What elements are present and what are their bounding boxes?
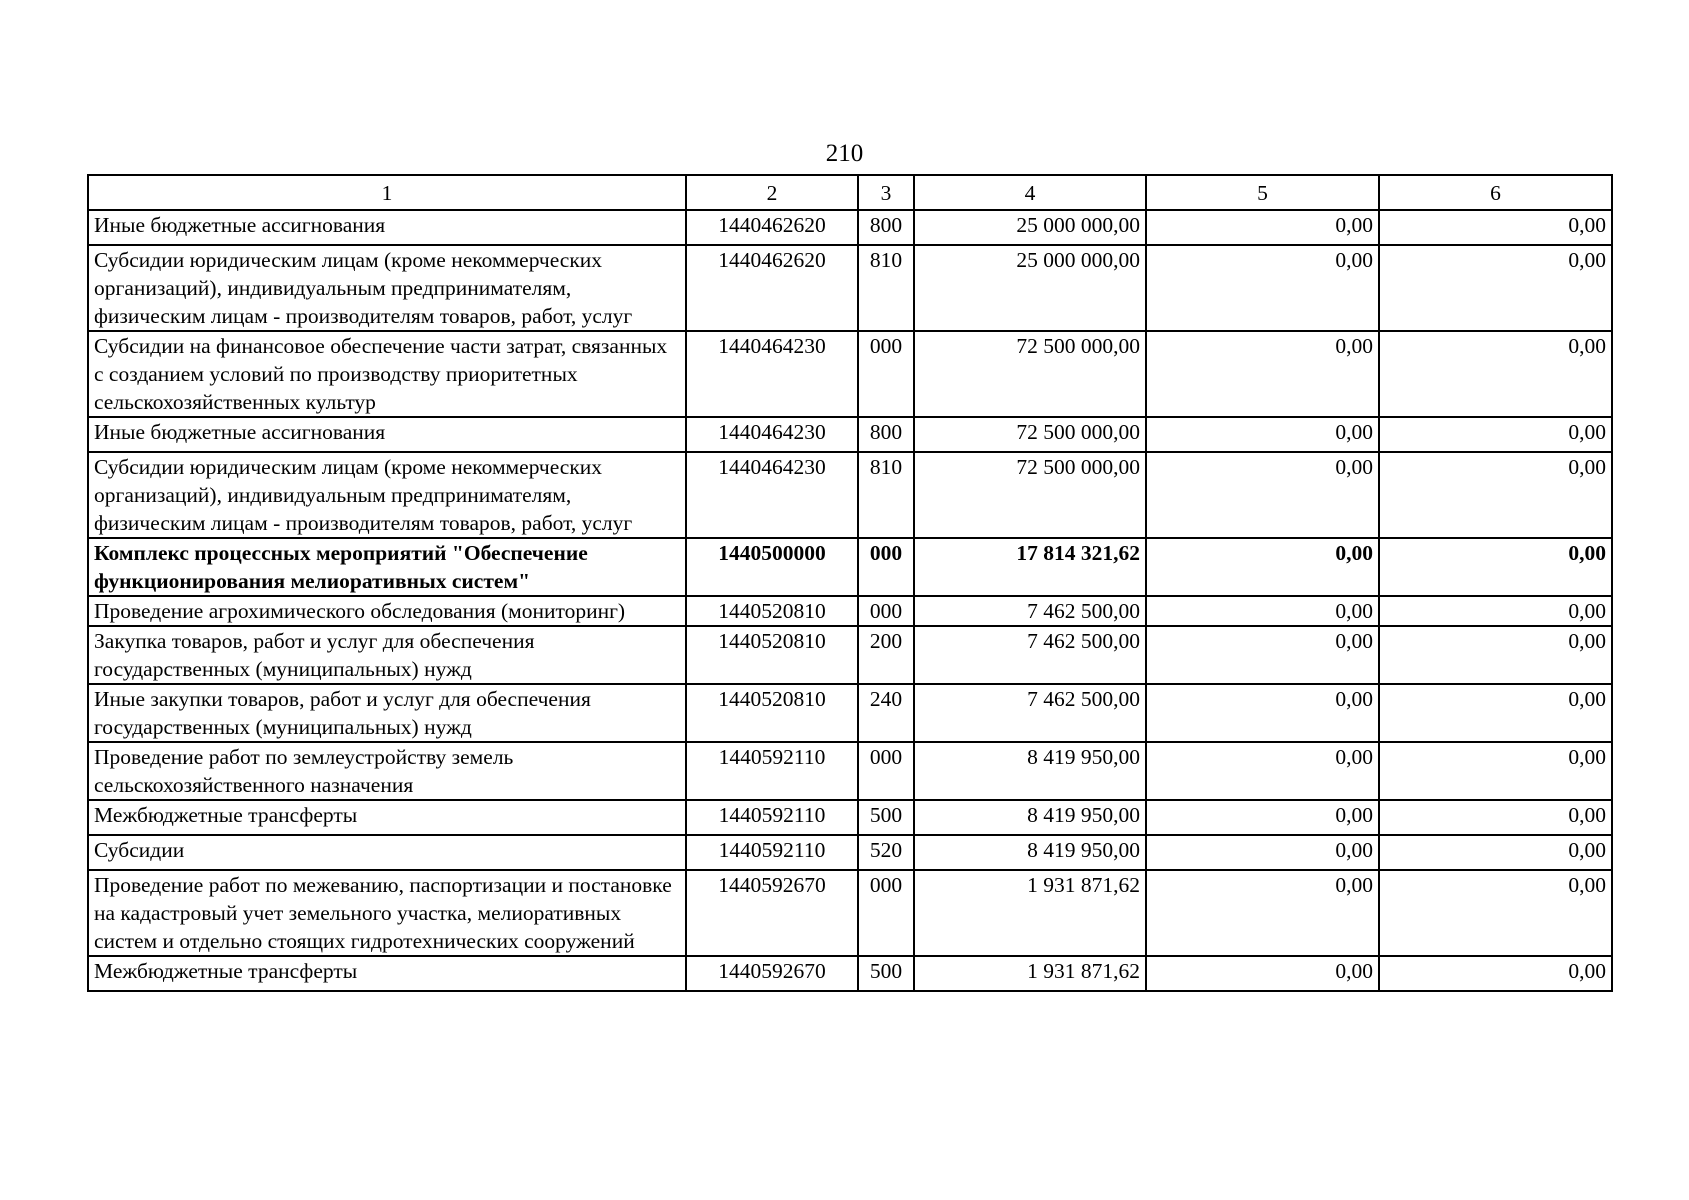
cell-amount-2: 0,00 (1146, 210, 1379, 245)
cell-code: 1440462620 (686, 210, 858, 245)
cell-type: 200 (858, 626, 914, 684)
cell-amount-2: 0,00 (1146, 596, 1379, 626)
cell-code: 1440464230 (686, 417, 858, 452)
cell-code: 1440464230 (686, 331, 858, 417)
cell-amount-3: 0,00 (1379, 538, 1612, 596)
table-row (88, 800, 1612, 835)
cell-amount-1: 25 000 000,00 (914, 210, 1146, 245)
cell-amount-3: 0,00 (1379, 870, 1612, 956)
table-row (88, 210, 1612, 245)
cell-amount-2: 0,00 (1146, 626, 1379, 684)
cell-code: 1440500000 (686, 538, 858, 596)
cell-code: 1440462620 (686, 245, 858, 331)
cell-amount-1: 8 419 950,00 (914, 800, 1146, 835)
cell-name: Субсидии юридическим лицам (кроме некоммерческих организаций), индивидуальным предпринимателям, физическим лицам - производителям товаров, работ, услуг (88, 245, 686, 331)
cell-amount-3: 0,00 (1379, 684, 1612, 742)
cell-type: 800 (858, 210, 914, 245)
cell-type: 810 (858, 452, 914, 538)
table-row (88, 596, 1612, 626)
cell-amount-1: 1 931 871,62 (914, 870, 1146, 956)
table-row (88, 538, 1612, 596)
cell-name: Субсидии юридическим лицам (кроме некоммерческих организаций), индивидуальным предпринимателям, физическим лицам - производителям товаров, работ, услуг (88, 452, 686, 538)
cell-amount-2: 0,00 (1146, 331, 1379, 417)
cell-amount-3: 0,00 (1379, 800, 1612, 835)
cell-code: 1440592110 (686, 742, 858, 800)
cell-name: Субсидии на финансовое обеспечение части затрат, связанных с созданием условий по производству приоритетных сельскохозяйственных культур (88, 331, 686, 417)
header-cell-name: 1 (88, 175, 686, 210)
table-row (88, 417, 1612, 452)
cell-type: 810 (858, 245, 914, 331)
table-row (88, 626, 1612, 684)
cell-type: 000 (858, 870, 914, 956)
table-row (88, 870, 1612, 956)
cell-code: 1440592670 (686, 870, 858, 956)
cell-amount-2: 0,00 (1146, 245, 1379, 331)
table-row (88, 331, 1612, 417)
cell-amount-1: 25 000 000,00 (914, 245, 1146, 331)
cell-name: Проведение работ по межеванию, паспортизации и постановке на кадастровый учет земельного участка, мелиоративных систем и отдельно стоящих гидротехнических сооружений (88, 870, 686, 956)
cell-name: Проведение работ по землеустройству земель сельскохозяйственного назначения (88, 742, 686, 800)
cell-amount-1: 1 931 871,62 (914, 956, 1146, 991)
cell-amount-3: 0,00 (1379, 626, 1612, 684)
table-row (88, 684, 1612, 742)
header-cell-type: 3 (858, 175, 914, 210)
cell-type: 000 (858, 742, 914, 800)
cell-amount-3: 0,00 (1379, 331, 1612, 417)
cell-amount-1: 7 462 500,00 (914, 596, 1146, 626)
cell-name: Комплекс процессных мероприятий "Обеспечение функционирования мелиоративных систем" (88, 538, 686, 596)
header-cell-amount-2: 5 (1146, 175, 1379, 210)
header-row (88, 175, 1612, 210)
header-cell-amount-1: 4 (914, 175, 1146, 210)
cell-amount-1: 8 419 950,00 (914, 835, 1146, 870)
cell-code: 1440520810 (686, 626, 858, 684)
cell-amount-3: 0,00 (1379, 452, 1612, 538)
cell-type: 520 (858, 835, 914, 870)
cell-name: Иные бюджетные ассигнования (88, 210, 686, 245)
cell-name: Межбюджетные трансферты (88, 800, 686, 835)
cell-amount-1: 7 462 500,00 (914, 684, 1146, 742)
cell-amount-1: 72 500 000,00 (914, 331, 1146, 417)
cell-amount-2: 0,00 (1146, 835, 1379, 870)
cell-type: 000 (858, 596, 914, 626)
cell-amount-2: 0,00 (1146, 870, 1379, 956)
budget-table (87, 174, 1613, 992)
cell-type: 500 (858, 800, 914, 835)
cell-code: 1440592670 (686, 956, 858, 991)
cell-amount-3: 0,00 (1379, 835, 1612, 870)
cell-amount-1: 17 814 321,62 (914, 538, 1146, 596)
table-row (88, 245, 1612, 331)
cell-name: Субсидии (88, 835, 686, 870)
table-row (88, 742, 1612, 800)
cell-code: 1440464230 (686, 452, 858, 538)
table-row (88, 452, 1612, 538)
cell-amount-1: 72 500 000,00 (914, 417, 1146, 452)
cell-amount-3: 0,00 (1379, 417, 1612, 452)
cell-name: Межбюджетные трансферты (88, 956, 686, 991)
cell-amount-2: 0,00 (1146, 684, 1379, 742)
cell-amount-3: 0,00 (1379, 245, 1612, 331)
table-row (88, 956, 1612, 991)
cell-amount-1: 72 500 000,00 (914, 452, 1146, 538)
cell-type: 000 (858, 331, 914, 417)
cell-amount-1: 7 462 500,00 (914, 626, 1146, 684)
page-number: 210 (825, 140, 864, 167)
cell-amount-2: 0,00 (1146, 538, 1379, 596)
cell-amount-2: 0,00 (1146, 800, 1379, 835)
cell-type: 800 (858, 417, 914, 452)
cell-type: 500 (858, 956, 914, 991)
cell-amount-2: 0,00 (1146, 742, 1379, 800)
cell-amount-3: 0,00 (1379, 742, 1612, 800)
cell-amount-1: 8 419 950,00 (914, 742, 1146, 800)
cell-code: 1440592110 (686, 835, 858, 870)
cell-name: Закупка товаров, работ и услуг для обеспечения государственных (муниципальных) нужд (88, 626, 686, 684)
cell-name: Иные бюджетные ассигнования (88, 417, 686, 452)
cell-type: 240 (858, 684, 914, 742)
cell-name: Проведение агрохимического обследования (мониторинг) (88, 596, 686, 626)
cell-type: 000 (858, 538, 914, 596)
cell-amount-3: 0,00 (1379, 956, 1612, 991)
cell-amount-3: 0,00 (1379, 596, 1612, 626)
header-cell-code: 2 (686, 175, 858, 210)
cell-amount-2: 0,00 (1146, 956, 1379, 991)
header-cell-amount-3: 6 (1379, 175, 1612, 210)
cell-amount-2: 0,00 (1146, 452, 1379, 538)
cell-code: 1440592110 (686, 800, 858, 835)
table-row (88, 835, 1612, 870)
cell-name: Иные закупки товаров, работ и услуг для обеспечения государственных (муниципальных) нужд (88, 684, 686, 742)
cell-amount-2: 0,00 (1146, 417, 1379, 452)
cell-amount-3: 0,00 (1379, 210, 1612, 245)
cell-code: 1440520810 (686, 684, 858, 742)
cell-code: 1440520810 (686, 596, 858, 626)
